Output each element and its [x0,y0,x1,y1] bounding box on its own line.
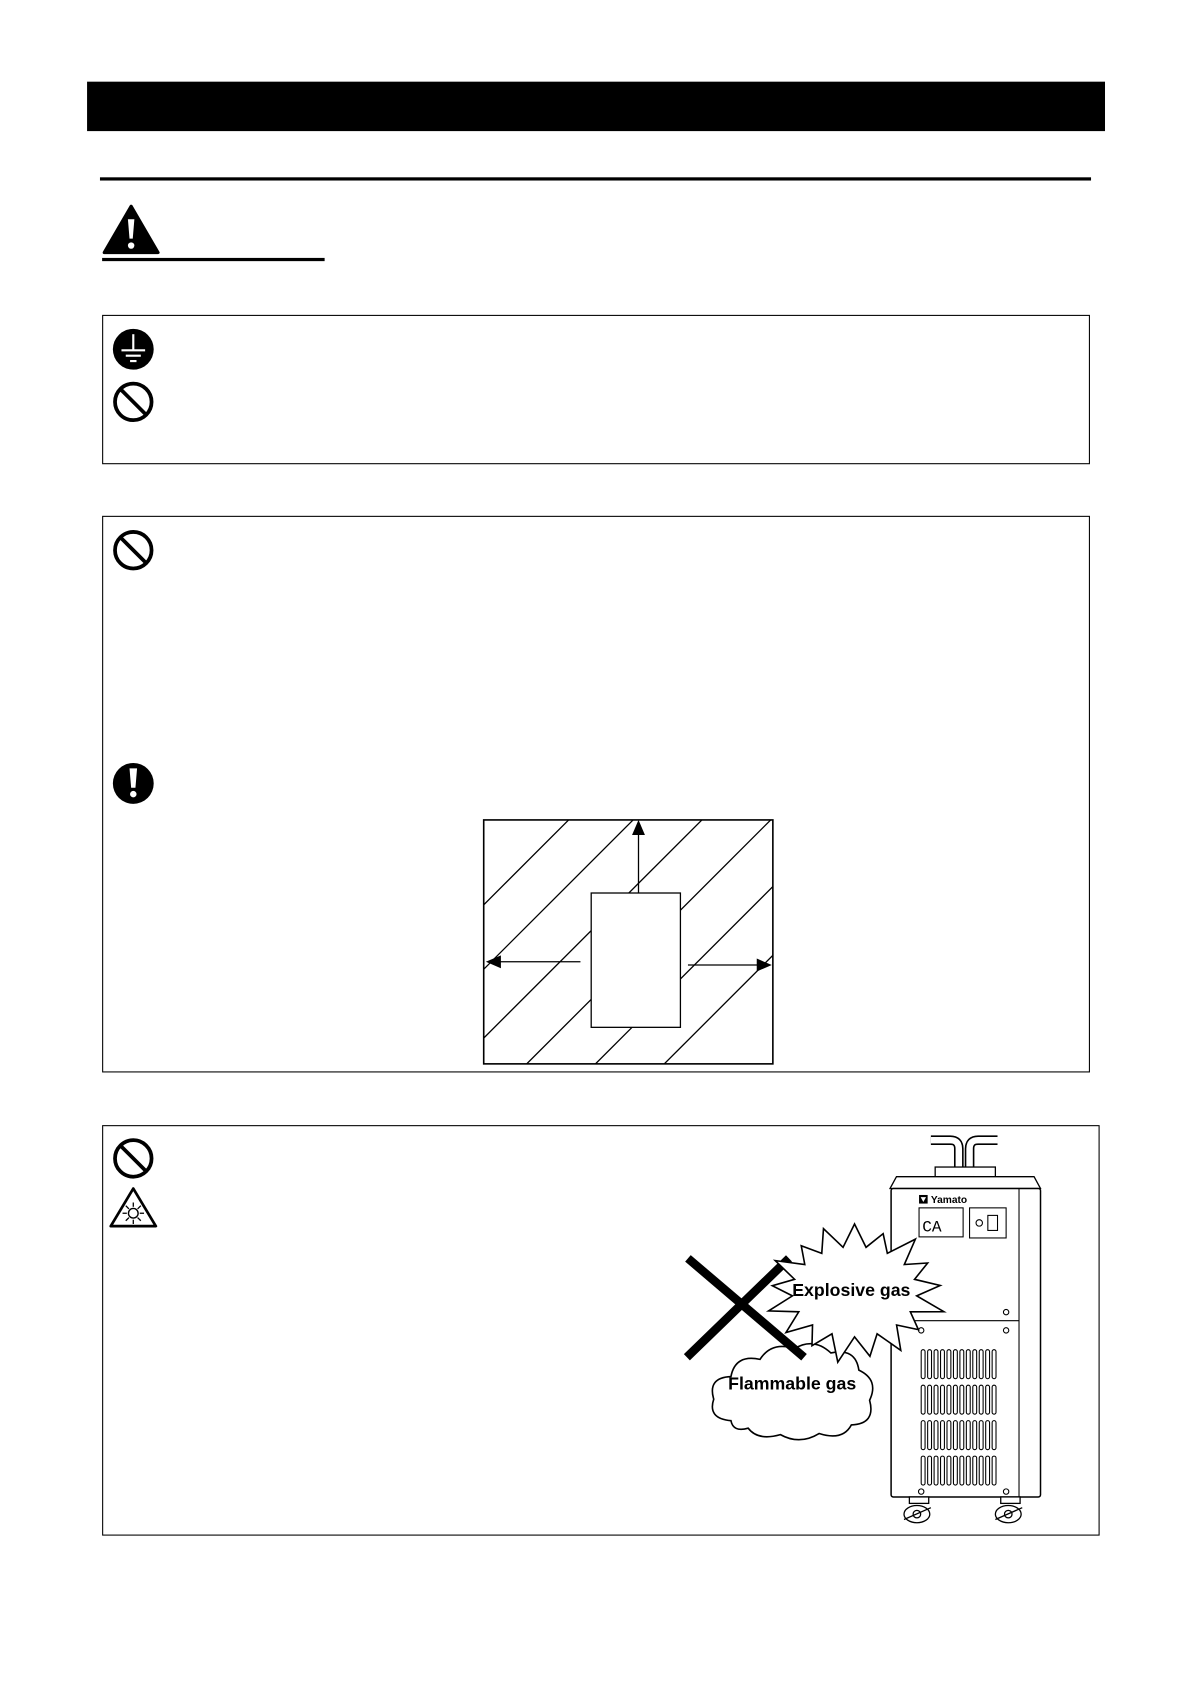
grill-slot [953,1350,957,1379]
tank-cap [935,1167,995,1177]
grill-slot [960,1421,964,1450]
top-lid [890,1177,1040,1189]
grill-slot [966,1421,970,1450]
power-switch [988,1215,998,1230]
prohibition-icon [115,532,152,569]
grill-slot [979,1456,983,1485]
brand-name: Yamato [930,1195,968,1207]
grill-slot [966,1350,970,1379]
grill-slot [960,1385,964,1414]
grill-slot [947,1421,951,1450]
coolant-tubes [931,1140,998,1169]
grounding-box [103,315,1090,463]
flammable-gas-label: Flammable gas [728,1373,857,1394]
grill-slot [986,1456,990,1485]
grill-slot [941,1350,945,1379]
explosion-hazard-icon [111,1189,156,1227]
prohibition-icon [115,1140,152,1177]
grill-slot [973,1385,977,1414]
grill-slot [986,1350,990,1379]
grill-slot [966,1385,970,1414]
grill-slot [953,1385,957,1414]
caster-right [995,1497,1022,1523]
grill-slot [928,1456,932,1485]
gas-hazard-box [103,1126,1099,1535]
grill-slot [992,1421,996,1450]
mandatory-action-icon [113,763,154,804]
grill-slot [934,1385,938,1414]
grill-slot [973,1421,977,1450]
grill-slot [979,1421,983,1450]
grill-slot [947,1385,951,1414]
grill-slot [966,1456,970,1485]
ground-icon [113,329,154,370]
caster-left [904,1497,931,1523]
grill-slot [953,1456,957,1485]
grill-slot [941,1385,945,1414]
grill-slot [953,1421,957,1450]
grill-slot [921,1385,925,1414]
grill-slot [960,1350,964,1379]
switch-panel [970,1208,1007,1238]
clearance-diagram [325,820,909,1064]
grill-slot [928,1350,932,1379]
grill-slot [934,1350,938,1379]
warning-triangle-icon [104,206,158,252]
installation-box [103,516,1090,1072]
prohibition-icon [115,384,152,421]
grill-slot [928,1385,932,1414]
model-label: CA [922,1218,942,1237]
grill-slot [973,1350,977,1379]
grill-slot [973,1456,977,1485]
grill-slot [979,1350,983,1379]
grill-slot [934,1456,938,1485]
grill-slot [947,1456,951,1485]
grill-slot [921,1350,925,1379]
grill-slot [979,1385,983,1414]
unit-body [891,1189,1040,1497]
grill-slot [934,1421,938,1450]
unit-footprint [591,893,680,1027]
grill-slot [941,1421,945,1450]
grill-slot [960,1456,964,1485]
grill-slot [992,1385,996,1414]
warning-heading-underline [102,258,325,261]
header-bar [87,82,1105,131]
grill-slot [992,1456,996,1485]
grill-slot [986,1385,990,1414]
chiller-unit-illustration [890,1140,1040,1523]
grill-slot [947,1350,951,1379]
section-rule [100,177,1091,180]
grill-slot [986,1421,990,1450]
grill-slot [992,1350,996,1379]
power-lamp [976,1220,982,1226]
flammable-gas-cloud [712,1344,872,1440]
grill-slot [941,1456,945,1485]
grill-slot [921,1421,925,1450]
grill-slot [921,1456,925,1485]
explosive-gas-label: Explosive gas [792,1279,911,1300]
grill-slot [928,1421,932,1450]
